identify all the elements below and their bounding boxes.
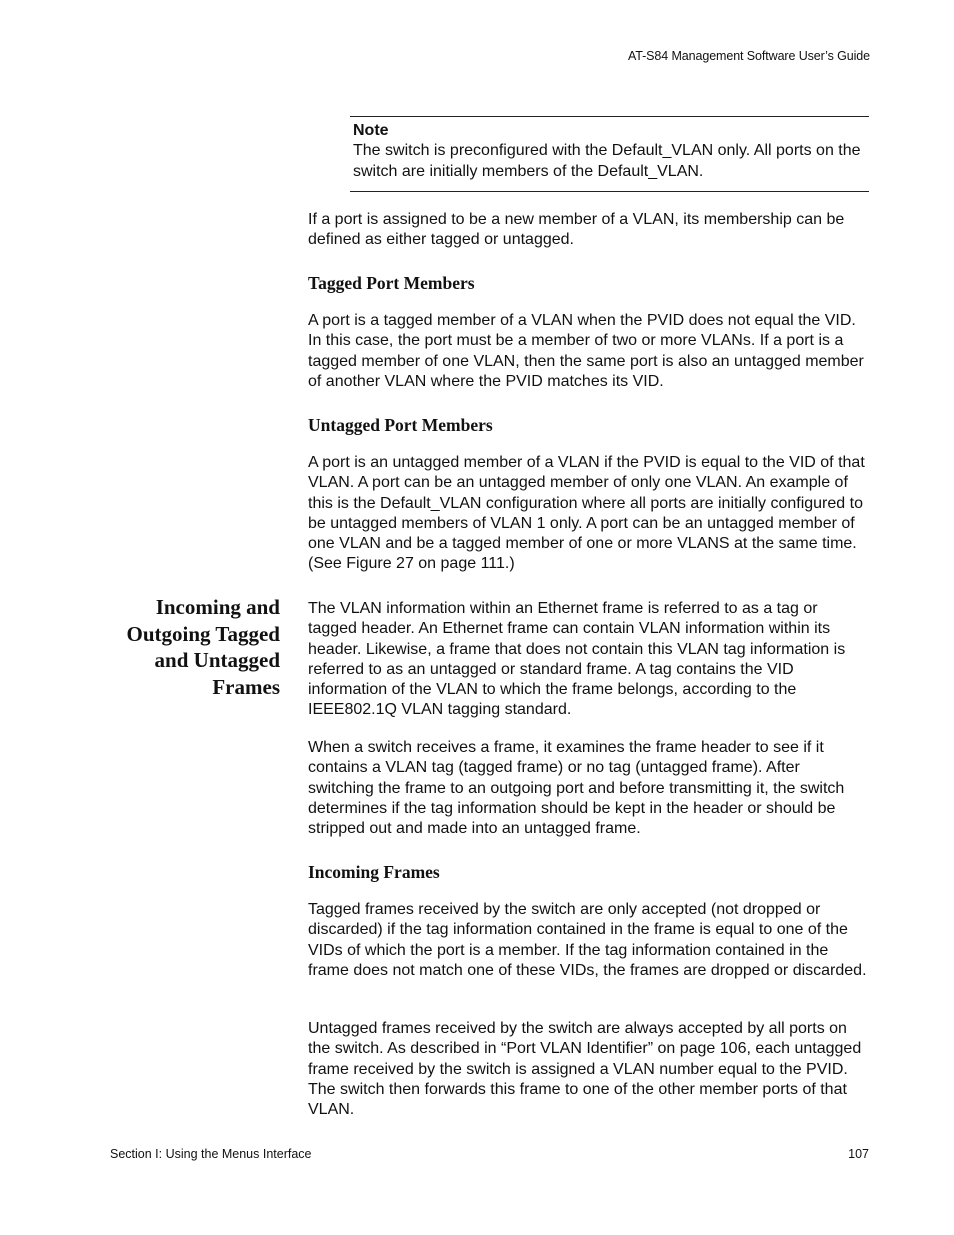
section-heading-line: Outgoing Tagged — [126, 621, 280, 646]
running-header: AT-S84 Management Software User’s Guide — [627, 49, 870, 63]
section-heading — [80, 594, 280, 700]
incoming-frames-heading: Incoming Frames — [308, 862, 440, 882]
vlan-tag-intro-paragraph: The VLAN information within an Ethernet frame is referred to as a tag or tagged header. An Ethernet frame can contain VLAN information within its header. Likewise, a frame that does not contain this VLAN tag information is referred to as an untagged or standard frame. A tag contains the VID information of the VLAN to which the frame belongs, according to the IEEE802.1Q VLAN tagging standard. — [308, 600, 846, 719]
membership-intro-paragraph: If a port is assigned to be a new member of a VLAN, its membership can be defined as either tagged or untagged. — [308, 211, 845, 249]
untagged-port-members-heading: Untagged Port Members — [308, 415, 493, 435]
page-number: 107 — [848, 1147, 869, 1161]
incoming-tagged-paragraph: Tagged frames received by the switch are only accepted (not dropped or discarded) if the tag information contained in the frame is equal to one of the VIDs of which the port is a member. If the tag information contained in the frame does not match one of these VIDs, the frames are dropped or discarded. — [308, 901, 867, 979]
switch-behavior-paragraph: When a switch receives a frame, it examines the frame header to see if it contains a VLAN tag (tagged frame) or no tag (untagged frame). After switching the frame to an outgoing port and before transmitting it, the switch determines if the tag information should be kept in the header or should be stripped out and made into an untagged frame. — [308, 739, 845, 838]
note-title: Note — [353, 122, 389, 139]
tagged-port-members-paragraph: A port is a tagged member of a VLAN when the PVID does not equal the VID. In this case, the port must be a member of two or more VLANs. If a port is a tagged member of one VLAN, then the same port is also an untagged member of another VLAN where the PVID matches its VID. — [308, 312, 864, 390]
footer-section-label: Section I: Using the Menus Interface — [110, 1147, 312, 1161]
section-heading-line: and Untagged — [154, 648, 280, 673]
note-text: The switch is preconfigured with the Default_VLAN only. All ports on the switch are initially members of the Default_VLAN. — [353, 142, 861, 180]
note-box — [350, 116, 869, 192]
section-heading-line: Incoming and — [155, 595, 280, 619]
section-heading-line: Frames — [212, 674, 280, 699]
incoming-untagged-paragraph: Untagged frames received by the switch are always accepted by all ports on the switch. As described in “Port VLAN Identifier” on page 106, each untagged frame received by the switch is assigned a VLAN number equal to the PVID. The switch then forwards this frame to one of the other member ports of that VLAN. — [308, 1020, 862, 1119]
untagged-port-members-paragraph: A port is an untagged member of a VLAN if the PVID is equal to the VID of that VLAN. A port can be an untagged member of only one VLAN. An example of this is the Default_VLAN configuration where all ports are initially configured to be untagged members of VLAN 1 only. A port can be an untagged member of one VLAN and be a tagged member of one or more VLANS at the same time. (See Figure 27 on page 111.) — [308, 454, 865, 573]
tagged-port-members-heading: Tagged Port Members — [308, 273, 475, 293]
